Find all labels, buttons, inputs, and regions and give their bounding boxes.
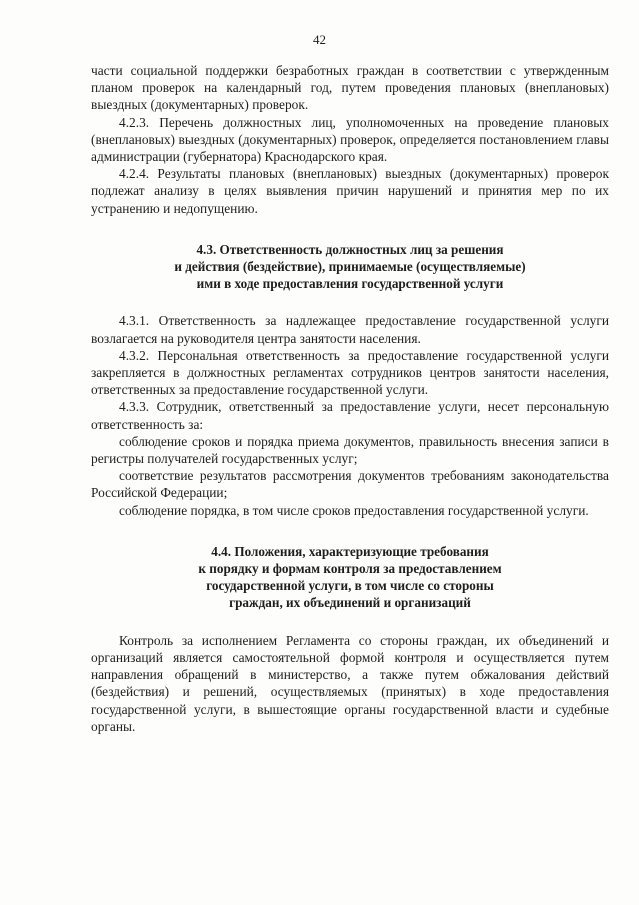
heading-line: 4.4. Положения, характеризующие требования [211,543,489,559]
paragraph-4-3-3: 4.3.3. Сотрудник, ответственный за предоставление услуги, несет персональную ответственность за: [91,399,609,432]
section-4-4-body [91,632,609,735]
paragraph-4-4: Контроль за исполнением Регламента со стороны граждан, их объединений и организаций является самостоятельной формой контроля и осуществляется путем направления обращений в министерство, а также путем обжалования действий (бездействия) и решений, осуществляемых (принятых) в ходе предоставления государственной услуги, в вышестоящие органы государственной власти и судебные органы. [91,632,609,734]
paragraph-4-2-3: 4.2.3. Перечень должностных лиц, уполномоченных на проведение плановых (внеплановых) выездных (документарных) проверок, определяется постановлением главы администрации (губернатора) Краснодарского края. [91,114,609,165]
paragraph-4-2-4: 4.2.4. Результаты плановых (внеплановых) выездных (документарных) проверок подлежат анализу в целях выявления причин нарушений и принятия мер по их устранению и недопущению. [91,166,609,216]
heading-line: граждан, их объединений и организаций [229,595,471,611]
heading-line: к порядку и формам контроля за предоставлением [198,561,502,577]
heading-line: государственной услуги, в том числе со стороны [206,578,494,594]
page-number: 42 [313,32,326,47]
section-4-3-heading [91,241,609,293]
page-content [91,62,609,735]
heading-line: и действия (бездействие), принимаемые (осуществляемые) [174,259,526,275]
paragraph-4-3-2: 4.3.2. Персональная ответственность за предоставление государственной услуги закрепляется в должностных регламентах сотрудников центров занятости населения, ответственных за предоставление государственной услуги. [91,347,609,398]
paragraph: части социальной поддержки безработных граждан в соответствии с утвержденным планом проверок на календарный год, путем проведения плановых (внеплановых) выездных (документарных) проверок. [91,63,609,113]
list-item: соблюдение порядка, в том числе сроков предоставления государственной услуги. [119,502,589,518]
list-item: соблюдение сроков и порядка приема документов, правильность внесения записи в регистры получателей государственных услуг; [91,433,609,467]
section-4-3-body [91,312,609,518]
section-4-4-heading [91,543,609,612]
intro-block [91,62,609,217]
paragraph-4-3-1: 4.3.1. Ответственность за надлежащее предоставление государственной услуги возлагается на руководителя центра занятости населения. [91,313,609,346]
heading-line: 4.3. Ответственность должностных лиц за решения [196,241,504,257]
list-item: соответствие результатов рассмотрения документов требованиям законодательства Российской Федерации; [91,468,609,501]
heading-line: ими в ходе предоставления государственной услуги [196,276,504,292]
